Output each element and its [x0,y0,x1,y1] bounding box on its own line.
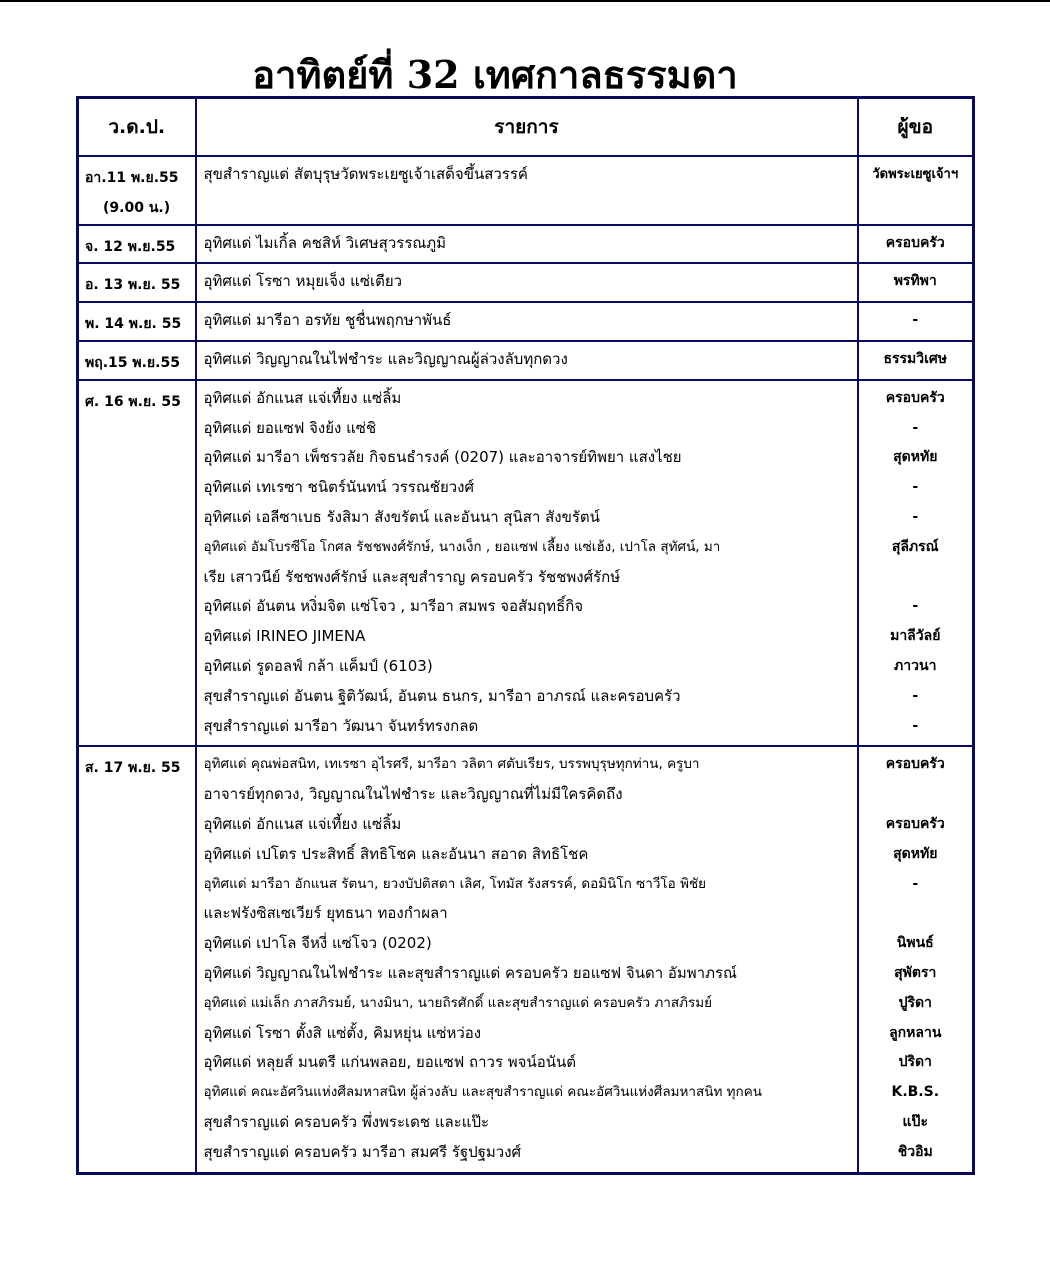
requester-name: - [912,598,919,615]
intention-line: อุทิศแด่ คณะอัศวินแห่งศีลมหาสนิท ผู้ล่วงลับ และสุขสำราญแด่ คณะอัศวินแห่งศีลมหาสนิท ทุกคน [203,1084,762,1101]
date-text: พฤ.15 พ.ย.55 [85,354,180,371]
requester-name: - [912,419,919,436]
requester-name [859,190,973,220]
date-text: อ. 13 พ.ย. 55 [85,277,181,294]
header-items: รายการ [196,98,858,157]
intention-line: อุทิศแด่ อักแนส แจ่เที้ยง แซ่ลิ้ม [203,814,402,833]
intention-cell [196,341,858,380]
date-text: อา.11 พ.ย.55 [85,170,179,186]
table-row [78,225,974,264]
requester-name: ธรรมวิเศษ [883,350,948,367]
intention-line: อุทิศแด่ วิญญาณในไฟชำระ และสุขสำราญแด่ ครอบครัว ยอแซฟ จินดา อัมพาภรณ์ [203,963,737,982]
requester-name: สุดหทัย [893,845,938,862]
intention-line [204,190,857,220]
table-row [78,746,974,1173]
requester-name: ครอบครัว [885,815,945,832]
intention-line: และฟรังซิสเซเวียร์ ยุทธนา ทองกำผลา [203,904,448,923]
intention-line: อุทิศแด่ IRINEO JIMENA [203,627,366,646]
date-cell [78,341,196,380]
table-header-row [78,98,974,157]
requester-name: K.B.S. [891,1084,940,1101]
requester-name: ปูริดา [898,994,932,1011]
intention-cell [196,263,858,302]
requester-cell [858,156,974,225]
intention-cell [196,156,858,225]
intention-line: อุทิศแด่ วิญญาณในไฟชำระ และวิญญาณผู้ล่วงลับทุกดวง [203,349,568,368]
table-row [78,302,974,341]
requester-name: - [912,687,919,704]
date-text: พ. 14 พ.ย. 55 [85,316,182,333]
requester-cell [858,302,974,341]
intention-line: อุทิศแด่ อักแนส แจ่เที้ยง แซ่ลิ้ม [203,388,402,407]
intention-line: อุทิศแด่ มารีอา อรทัย ชูชื่นพฤกษาพันธ์ [203,311,452,330]
intention-line: อุทิศแด่ อัมโบรซีโอ โกศล รัชชพงศ์รักษ์, นางเง็ก , ยอแซฟ เลี้ยง แซ่เฮ้ง, เปาโล สุทัศน์, มา [203,538,721,555]
intention-line: อุทิศแด่ รูดอลฟ์ กล้า แค็มป์ (6103) [203,656,433,675]
date-text: จ. 12 พ.ย.55 [85,238,176,255]
requester-cell [858,225,974,264]
table-row [78,263,974,302]
table-body [78,156,974,1173]
requester-name: ชิวอิม [897,1143,933,1160]
date-cell [78,225,196,264]
intention-line: สุขสำราญแด่ ครอบครัว มารีอา สมศรี รัฐปฐมวงศ์ [203,1142,522,1161]
date-cell [78,746,196,1173]
table-row [78,341,974,380]
intention-line: อุทิศแด่ โรซา หมุยเจ็ง แซ่เตียว [203,272,403,291]
intention-line: อุทิศแด่ เปาโล จีหงี่ แซ่โจว (0202) [203,934,432,953]
intention-line: อุทิศแด่ มารีอา เพ็ชรวลัย กิจธนธำรงค์ (0207) และอาจารย์ทิพยา แสงไชย [203,448,682,467]
intention-line: สุขสำราญแด่ สัตบุรุษวัดพระเยซูเจ้าเสด็จขึ้นสวรรค์ [203,165,528,183]
header-date: ว.ด.ป. [78,98,196,157]
intention-line: อุทิศแด่ ไมเกิ้ล คชสิห์ วิเศษสุวรรณภูมิ [203,233,447,252]
table-row [78,380,974,747]
intention-line: อาจารย์ทุกดวง, วิญญาณในไฟชำระ และวิญญาณที่ไม่มีใครคิดถึง [203,785,623,804]
requester-name: นิพนธ์ [896,935,934,952]
requester-name: - [912,875,919,892]
date-cell [78,302,196,341]
intention-line: อุทิศแด่ มารีอา อักแนส รัตนา, ยวงบัปติสตา เลิศ, โทมัส รังสรรค์, ดอมินิโก ซาวีโอ พิชัย [203,875,707,892]
intention-line: สุขสำราญแด่ อันตน ฐิติวัฒน์, อันตน ธนกร, มารีอา อาภรณ์ และครอบครัว [203,686,681,705]
date-cell [78,380,196,747]
requester-name: ภาวนา [894,657,937,674]
requester-name: ครอบครัว [885,234,945,251]
requester-cell [858,746,974,1173]
date-text: ส. 17 พ.ย. 55 [85,760,181,777]
intention-line: อุทิศแด่ เอลีซาเบธ รังสิมา สังขรัตน์ และอันนา สุนิสา สังขรัตน์ [203,507,600,526]
date-cell [78,156,196,225]
requester-name [859,899,973,929]
intention-line: อุทิศแด่ ยอแซฟ จิงย้ง แซ่ชิ [203,418,377,437]
header-requester: ผู้ขอ [858,98,974,157]
requester-name: - [912,508,919,525]
intention-cell [196,302,858,341]
requester-name: สุดหทัย [893,449,938,466]
table-row [78,156,974,225]
intention-line: สุขสำราญแด่ ครอบครัว พึ่งพระเดช และแป๊ะ [203,1112,490,1131]
intention-line: เรีย เสาวนีย์ รัชชพงศ์รักษ์ และสุขสำราญ ครอบครัว รัชชพงศ์รักษ์ [203,567,621,586]
intention-cell [196,746,858,1173]
page-title: อาทิตย์ที่ 32 เทศกาลธรรมดา [252,52,738,97]
date-text: ศ. 16 พ.ย. 55 [85,393,181,410]
top-border-line [0,0,1050,2]
time-text: (9.00 น.) [103,200,171,216]
requester-cell [858,263,974,302]
requester-cell [858,380,974,747]
requester-name [859,563,973,593]
requester-name: พรทิพา [893,273,937,290]
requester-cell [858,341,974,380]
requester-name: - [912,312,919,329]
requester-name: ครอบครัว [885,389,945,406]
intention-line: อุทิศแด่ คุณพ่อสนิท, เทเรซา อุไรศรี, มารีอา วลิตา ศตับเรียร, บรรพบุรุษทุกท่าน, ครูบา [203,756,700,773]
requester-name: ปริดา [898,1054,932,1071]
intention-line: อุทิศแด่ แม่เล็ก ภาสภิรมย์, นางมินา, นายถิรศักดิ์ และสุขสำราญแด่ ครอบครัว ภาสภิรมย์ [203,994,713,1011]
intention-line: อุทิศแด่ อันตน หงิ่มจิต แซ่โจว , มารีอา สมพร จอสัมฤทธิ์กิจ [203,597,584,616]
requester-name: มาลีวัลย์ [890,628,941,645]
intention-cell [196,380,858,747]
requester-name: ลูกหลาน [889,1024,942,1041]
requester-name: สุลีภรณ์ [891,538,939,555]
intention-cell [196,225,858,264]
requester-name: - [912,717,919,734]
requester-name [859,780,973,810]
requester-name: วัดพระเยซูเจ้าฯ [872,167,959,182]
requester-name: - [912,479,919,496]
requester-name: สุพัตรา [894,964,937,981]
intention-line: สุขสำราญแด่ มารีอา วัฒนา จันทร์ทรงกลด [203,716,479,735]
intention-line: อุทิศแด่ โรซา ตั้งสิ แซ่ตั้ง, คิมหยุ่น แซ่หว่อง [203,1023,482,1042]
intention-line: อุทิศแด่ เทเรซา ชนิตร์นันทน์ วรรณชัยวงศ์ [203,478,475,497]
intentions-table [76,96,975,1175]
intention-line: อุทิศแด่ เปโตร ประสิทธิ์ สิทธิโชค และอันนา สอาด สิทธิโชค [203,844,589,863]
intention-line: อุทิศแด่ หลุยส์ มนตรี แก่นพลอย, ยอแซฟ ถาวร พจน์อนันต์ [203,1053,576,1072]
requester-name: ครอบครัว [885,756,945,773]
date-cell [78,263,196,302]
requester-name: แป๊ะ [902,1113,928,1130]
